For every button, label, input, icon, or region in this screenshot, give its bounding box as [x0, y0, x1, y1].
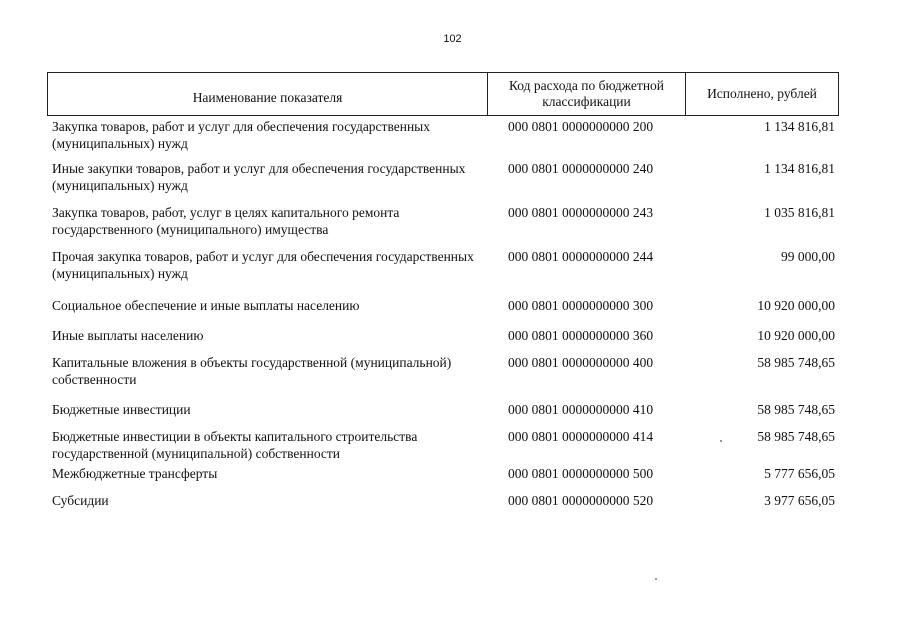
row-code: 000 0801 0000000000 520 [508, 493, 654, 508]
row-code: 000 0801 0000000000 500 [508, 466, 654, 481]
row-amount: 58 985 748,65 [757, 355, 835, 370]
table-header [47, 72, 839, 116]
row-code: 000 0801 0000000000 200 [508, 119, 654, 134]
row-code: 000 0801 0000000000 400 [508, 355, 654, 370]
row-name: Закупка товаров, работ, услуг в целях капитального ремонта государственного (муниципального) имущества [52, 205, 400, 237]
row-amount: 58 985 748,65 [757, 402, 835, 417]
header-code: Код расхода по бюджетной классификации [488, 73, 686, 115]
row-name: Социальное обеспечение и иные выплаты населению [52, 298, 360, 313]
row-code: 000 0801 0000000000 240 [508, 161, 654, 176]
row-name: Капитальные вложения в объекты государственной (муниципальной) собственности [52, 355, 452, 387]
row-amount: 5 777 656,05 [764, 466, 835, 481]
row-amount: 1 134 816,81 [764, 119, 835, 134]
row-name: Закупка товаров, работ и услуг для обеспечения государственных (муниципальных) нужд [52, 119, 431, 151]
row-name: Прочая закупка товаров, работ и услуг для обеспечения государственных (муниципальных) нужд [52, 249, 474, 281]
header-amount: Исполнено, рублей [707, 86, 817, 101]
row-name: Субсидии [52, 493, 109, 508]
row-code: 000 0801 0000000000 243 [508, 205, 654, 220]
row-amount: 99 000,00 [781, 249, 835, 264]
row-amount: 3 977 656,05 [764, 493, 835, 508]
row-code: 000 0801 0000000000 414 [508, 429, 654, 444]
row-name: Бюджетные инвестиции [52, 402, 191, 417]
row-amount: 58 985 748,65 [757, 429, 835, 444]
row-code: 000 0801 0000000000 410 [508, 402, 654, 417]
header-name: Наименование показателя [48, 73, 488, 115]
row-amount: 1 134 816,81 [764, 161, 835, 176]
row-name: Иные выплаты населению [52, 328, 204, 343]
row-name: Бюджетные инвестиции в объекты капитального строительства государственной (муниципальной) собственности [52, 429, 418, 461]
row-code: 000 0801 0000000000 244 [508, 249, 654, 264]
row-code: 000 0801 0000000000 360 [508, 328, 654, 343]
row-amount: 1 035 816,81 [764, 205, 835, 220]
scan-speck [655, 578, 657, 580]
row-code: 000 0801 0000000000 300 [508, 298, 654, 313]
row-amount: 10 920 000,00 [757, 328, 835, 343]
row-name: Иные закупки товаров, работ и услуг для обеспечения государственных (муниципальных) нужд [52, 161, 466, 193]
page-number: 102 [443, 33, 462, 45]
row-name: Межбюджетные трансферты [52, 466, 218, 481]
row-amount: 10 920 000,00 [757, 298, 835, 313]
scan-speck [720, 440, 722, 442]
